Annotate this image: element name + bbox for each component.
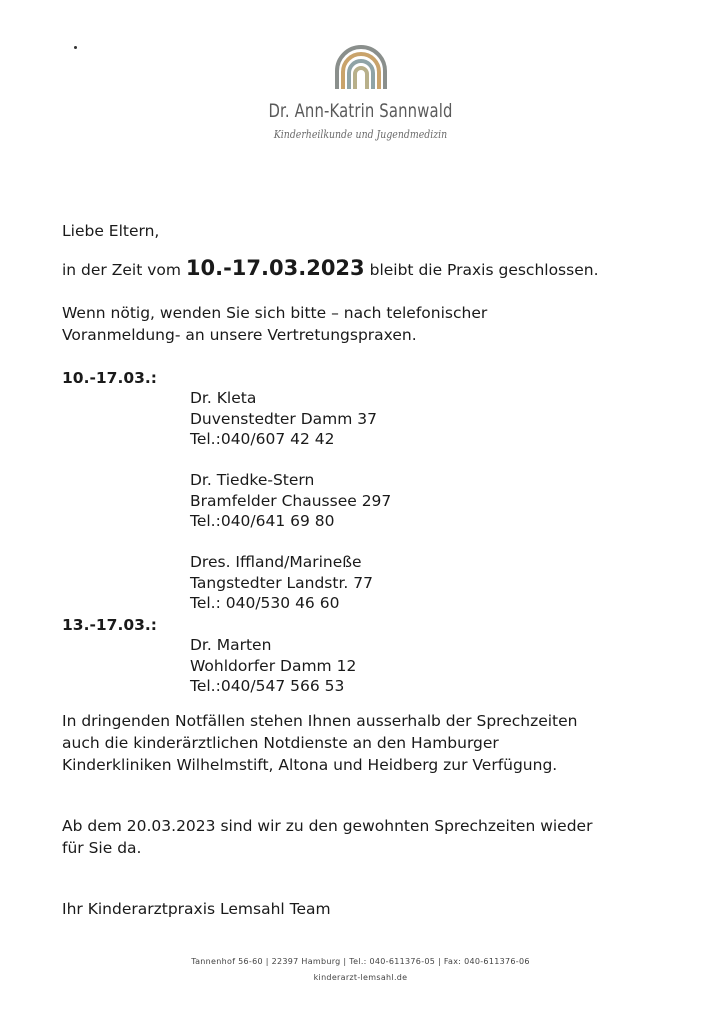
salutation: Liebe Eltern,	[62, 222, 160, 240]
practice-phone: Tel.:040/641 69 80	[190, 512, 335, 530]
text-line: Kinderkliniken Wilhelmstift, Altona und Heidberg zur Verfügung.	[62, 756, 558, 774]
substitute-practice	[190, 635, 356, 697]
period-label: 13.-17.03.:	[62, 616, 158, 634]
closure-prefix: in der Zeit vom	[62, 261, 181, 279]
text-line: für Sie da.	[62, 839, 142, 857]
substitute-practice	[190, 552, 373, 614]
practice-phone: Tel.:040/607 42 42	[190, 430, 335, 448]
practice-name: Dr. Tiedke-Stern	[190, 471, 315, 489]
practice-address: Duvenstedter Damm 37	[190, 409, 378, 428]
practice-phone: Tel.: 040/530 46 60	[190, 594, 340, 612]
practice-phone: Tel.:040/547 566 53	[190, 677, 345, 695]
closure-dates: 10.-17.03.2023	[185, 256, 365, 280]
text-line: Ab dem 20.03.2023 sind wir zu den gewohnten Sprechzeiten wieder	[62, 817, 593, 835]
reopen-paragraph	[62, 815, 592, 859]
practice-address: Tangstedter Landstr. 77	[190, 573, 373, 592]
closure-suffix: bleibt die Praxis geschlossen.	[369, 261, 599, 279]
practice-address: Wohldorfer Damm 12	[190, 656, 357, 675]
signature: Ihr Kinderarztpraxis Lemsahl Team	[62, 900, 331, 918]
substitute-practice	[190, 388, 377, 450]
emergency-paragraph	[62, 710, 578, 776]
text-line: Voranmeldung- an unsere Vertretungspraxen.	[62, 326, 417, 344]
rainbow-icon	[333, 45, 389, 89]
text-line: auch die kinderärztlichen Notdienste an den Hamburger	[62, 734, 499, 752]
practice-name: Dres. Iffland/Marineße	[190, 553, 362, 571]
logo-subtitle: Kinderheilkunde und Jugendmedizin	[273, 128, 448, 141]
practice-name: Dr. Marten	[190, 636, 272, 654]
footer-address: Tannenhof 56-60 | 22397 Hamburg | Tel.: 040-611376-05 | Fax: 040-611376-06	[191, 957, 530, 966]
period-label: 10.-17.03.:	[62, 369, 158, 387]
practice-name: Dr. Kleta	[190, 389, 257, 407]
substitute-practice	[190, 470, 391, 532]
logo-name: Dr. Ann-Katrin Sannwald	[268, 100, 453, 122]
scan-speck	[74, 46, 77, 49]
text-line: In dringenden Notfällen stehen Ihnen ausserhalb der Sprechzeiten	[62, 712, 578, 730]
text-line: Wenn nötig, wenden Sie sich bitte – nach telefonischer	[62, 304, 488, 322]
referral-paragraph	[62, 302, 487, 346]
footer-website: kinderarzt-lemsahl.de	[313, 973, 408, 982]
practice-address: Bramfelder Chaussee 297	[190, 491, 392, 510]
closure-notice	[62, 257, 599, 281]
